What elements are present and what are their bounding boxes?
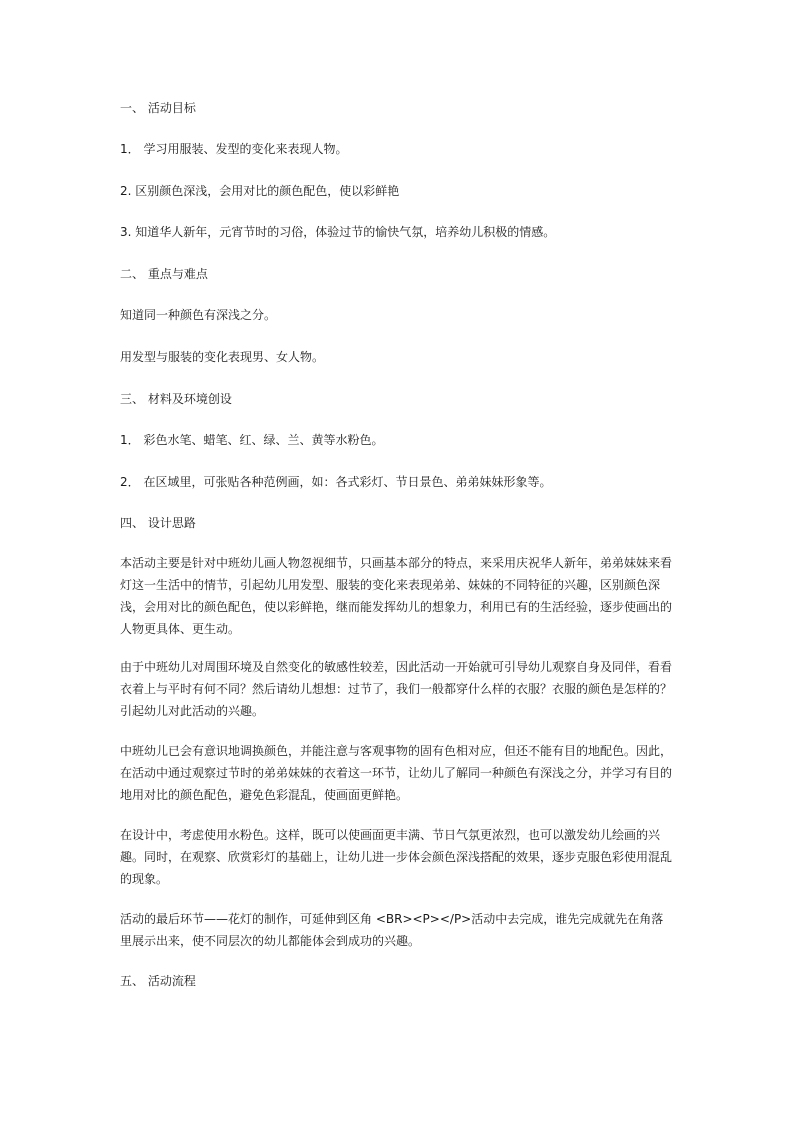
design-paragraph-1: 本活动主要是针对中班幼儿画人物忽视细节，只画基本部分的特点，来采用庆祝华人新年，弟弟妹妹来看灯这一生活中的情节，引起幼儿用发型、服装的变化来表现弟弟、妹妹的不同特征的兴趣，区别颜色深浅，会用对比的颜色配色，使以彩鲜艳，继而能发挥幼儿的想象力，利用已有的生活经验，逐步使画出的人物更具体、更生动。 xyxy=(120,556,673,636)
material-item-1: 1． 彩色水笔、蜡笔、红、绿、兰、黄等水粉色。 xyxy=(120,433,384,447)
key-point-2: 用发型与服装的变化表现男、女人物。 xyxy=(120,350,325,364)
section-heading-goals: 一、 活动目标 xyxy=(120,101,196,115)
key-point-1: 知道同一种颜色有深浅之分。 xyxy=(120,308,277,322)
section-heading-materials: 三、 材料及环境创设 xyxy=(120,392,232,406)
material-item-2: 2． 在区域里，可张贴各种范例画，如：各式彩灯、节日景色、弟弟妹妹形象等。 xyxy=(120,475,552,489)
section-heading-key-points: 二、 重点与难点 xyxy=(120,267,208,281)
section-heading-flow: 五、 活动流程 xyxy=(120,974,196,988)
design-paragraph-2: 由于中班幼儿对周围环境及自然变化的敏感性较差，因此活动一开始就可引导幼儿观察自身及同伴，看看衣着上与平时有何不同？然后请幼儿想想：过节了，我们一般都穿什么样的衣服？衣服的颜色是怎样的？引起幼儿对此活动的兴趣。 xyxy=(120,660,673,718)
goal-item-1: 1． 学习用服装、发型的变化来表现人物。 xyxy=(120,142,348,156)
design-paragraph-3: 中班幼儿已会有意识地调换颜色，并能注意与客观事物的固有色相对应，但还不能有目的地配色。因此，在活动中通过观察过节时的弟弟妹妹的衣着这一环节，让幼儿了解同一种颜色有深浅之分，并学习有目的地用对比的颜色配色，避免色彩混乱，使画面更鲜艳。 xyxy=(120,744,673,802)
design-paragraph-5: 活动的最后环节——花灯的制作，可延伸到区角 <BR><P></P>活动中去完成，谁先完成就先在角落里展示出来，使不同层次的幼儿都能体会到成功的兴趣。 xyxy=(120,912,664,948)
goal-item-2: 2. 区别颜色深浅，会用对比的颜色配色，使以彩鲜艳 xyxy=(120,184,400,198)
goal-item-3: 3. 知道华人新年，元宵节时的习俗，体验过节的愉快气氛，培养幼儿积极的情感。 xyxy=(120,225,556,239)
design-paragraph-4: 在设计中，考虑使用水粉色。这样，既可以使画面更丰满、节日气氛更浓烈，也可以激发幼儿绘画的兴趣。同时，在观察、欣赏彩灯的基础上，让幼儿进一步体会颜色深浅搭配的效果，逐步克服色彩使用混乱的现象。 xyxy=(120,828,673,886)
section-heading-design: 四、 设计思路 xyxy=(120,516,196,530)
